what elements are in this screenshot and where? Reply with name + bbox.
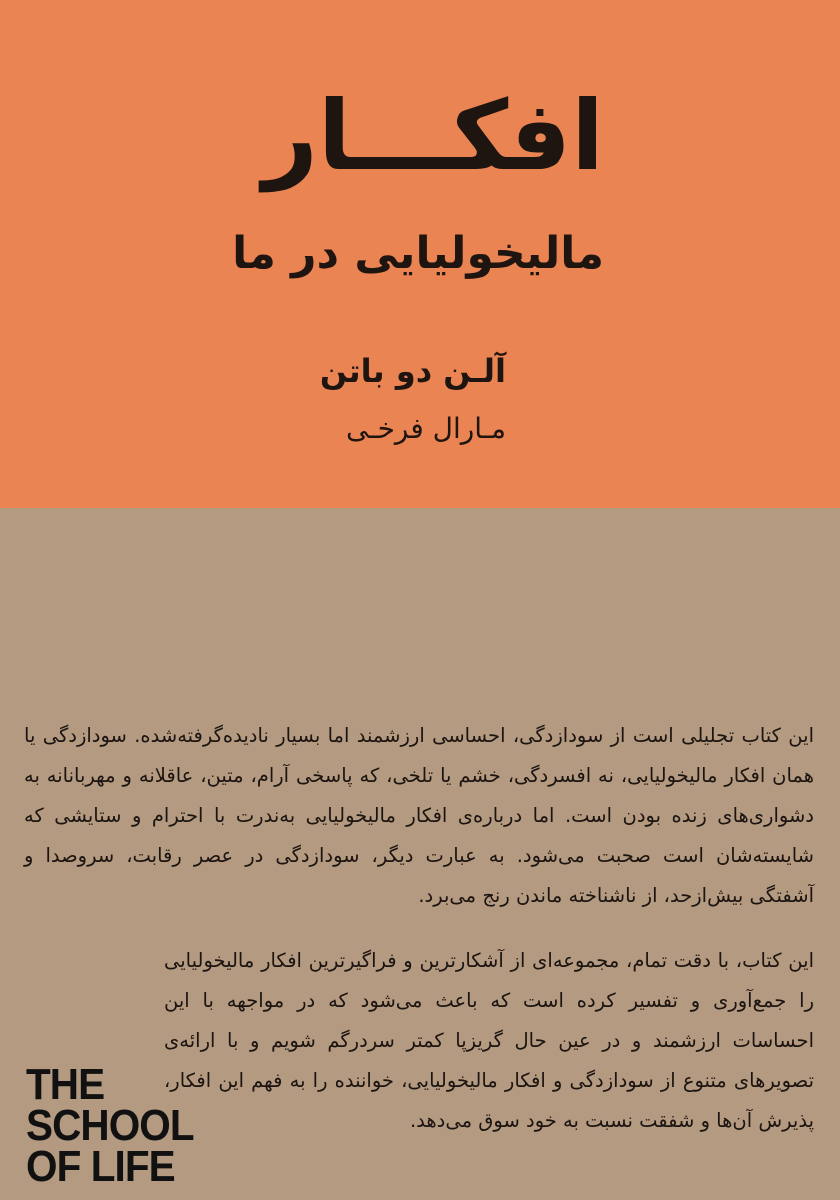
logo-line-3: OF LIFE [26,1142,175,1191]
author-name: آلـن دو باتن [319,352,506,390]
book-subtitle: مالیخولیایی در ما [232,228,604,279]
logo-line-1: THE [26,1060,105,1109]
logo-line-2: SCHOOL [26,1101,194,1150]
book-title: افکـــار [262,80,604,192]
description-paragraph-1: این کتاب تجلیلی است از سودازدگی، احساسی ارزشمند اما بسیار نادیده‌گرفته‌شده. سودازدگی یا همان افکار مالیخولیایی، نه افسردگی، خشم یا تلخی، که پاسخی آرام، متین، عاقلانه و مهربانانه به دشواری‌های زنده بودن است. اما درباره‌ی افکار مالیخولیایی به‌ندرت با احترام و ستایشی که شایسته‌شان است صحبت می‌شود. به عبارت دیگر، سودازدگی در عصر رقابت، سروصدا و آشفتگی بیش‌ازحد، از ناشناخته ماندن رنج می‌برد. [24,724,814,907]
description-paragraph-2: این کتاب، با دقت تمام، مجموعه‌ای از آشکارترین و فراگیرترین افکار مالیخولیایی را جمع‌آوری و تفسیر کرده است که باعث می‌شود که در مواجهه با این احساسات ارزشمند و در عین حال گریزپا کمتر سردرگم شویم و با ارائه‌ی تصویرهای متنوع از سودازدگی و افکار مالیخولیایی، خواننده را به فهم این افکار، پذیرش آن‌ها و شفقت نسبت به خود سوق می‌دهد. [164,949,814,1132]
publisher-logo [26,1060,194,1191]
translator-name: مـارال فرخـی [346,412,506,445]
